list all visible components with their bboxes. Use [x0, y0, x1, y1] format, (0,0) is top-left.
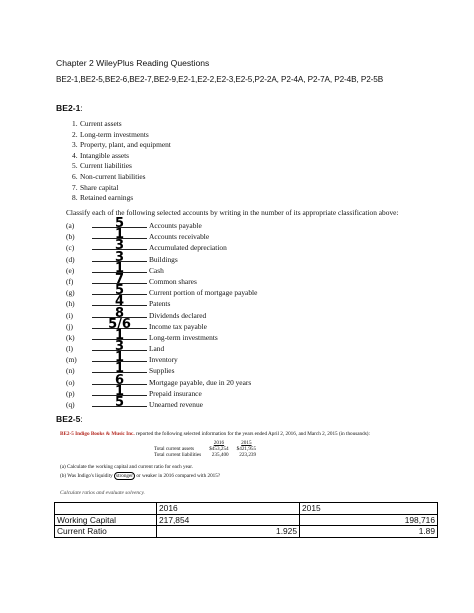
classification-item [62, 161, 171, 172]
classification-label: Current liabilities [80, 161, 132, 171]
financial-col-2016: 2016 [213, 440, 225, 446]
answer-table-cell: Working Capital [55, 514, 157, 526]
section-heading-colon: : [80, 103, 83, 113]
classification-item [62, 193, 171, 204]
classification-item [62, 119, 171, 130]
classification-number: 6. [72, 171, 78, 181]
classification-item [62, 183, 171, 194]
handwritten-answer: 5 [114, 395, 125, 410]
answer-letter: (i) [66, 310, 73, 320]
account-name: Dividends declared [149, 310, 207, 320]
classification-number: 7. [72, 182, 78, 192]
account-name: Buildings [149, 254, 178, 264]
answer-table [54, 502, 438, 538]
account-name: Supplies [149, 366, 175, 376]
answer-table-cell: Current Ratio [55, 526, 157, 538]
account-name: Accumulated depreciation [149, 243, 227, 253]
classification-label: Property, plant, and equipment [80, 140, 171, 150]
financial-row [150, 452, 260, 458]
account-name: Cash [149, 265, 164, 275]
account-name: Income tax payable [149, 321, 207, 331]
account-name: Land [149, 344, 165, 354]
answer-letter: (j) [66, 321, 73, 331]
classification-number: 4. [72, 150, 78, 160]
account-name: Accounts receivable [149, 232, 210, 242]
financial-label: Total current liabilities [154, 452, 202, 458]
account-name: Inventory [149, 355, 178, 365]
handwritten-answer: 1 [114, 383, 125, 399]
handwritten-answer: 5 [114, 283, 125, 299]
answer-blank[interactable] [92, 395, 147, 410]
classification-item [62, 151, 171, 162]
classification-label: Current assets [80, 119, 122, 128]
answer-table-row [55, 526, 438, 538]
handwritten-answer: 3 [114, 238, 125, 254]
handwritten-answer: 7 [114, 271, 125, 287]
classification-number: 1. [72, 119, 78, 128]
answer-letter: (g) [66, 288, 75, 298]
handwritten-answer: 3 [114, 339, 125, 355]
classification-label: Non-current liabilities [80, 171, 146, 181]
answer-table-row [55, 514, 438, 526]
answer-table-cell [55, 503, 157, 515]
classification-item [62, 140, 171, 151]
section-heading-be2-5 [56, 414, 83, 424]
answer-letter: (c) [66, 243, 75, 253]
classification-number: 5. [72, 161, 78, 171]
account-name: Mortgage payable, due in 20 years [149, 377, 252, 387]
answer-letter: (h) [66, 299, 75, 309]
handwritten-answer: 1 [114, 227, 125, 243]
page-title: Chapter 2 WileyPlus Reading Questions [56, 58, 210, 68]
classification-number: 3. [72, 140, 78, 150]
problem-id: BE2-5 Indigo Books & Music Inc. [60, 431, 135, 437]
classification-item [62, 130, 171, 141]
answer-letter: (o) [66, 377, 75, 387]
answer-table-cell: 2016 [157, 503, 300, 515]
answer-row [66, 395, 257, 410]
question-a: (a) Calculate the working capital and current ratio for each year. [60, 464, 193, 470]
financial-value: 223,239 [239, 452, 257, 458]
question-b [60, 473, 220, 479]
handwritten-answer: 1 [114, 361, 125, 377]
financial-label: Total current assets [154, 446, 194, 452]
account-name: Unearned revenue [149, 400, 203, 409]
financial-data-table [150, 440, 260, 458]
section-heading-label: BE2-5 [56, 414, 81, 424]
financial-value: 235,400 [211, 452, 229, 458]
section-heading-label: BE2-1 [56, 103, 81, 113]
calculation-note: Calculate ratios and evaluate solvency. [60, 490, 145, 496]
answer-letter: (p) [66, 388, 75, 398]
classification-label: Intangible assets [80, 150, 130, 160]
handwritten-answer: 1 [114, 260, 125, 276]
account-name: Long-term investments [149, 332, 218, 342]
classification-number: 8. [72, 193, 78, 203]
classification-label: Retained earnings [80, 193, 134, 203]
handwritten-answer: 5/6 [108, 316, 131, 332]
answer-table-cell: 1.89 [300, 526, 438, 538]
answer-table-cell: 198,716 [300, 514, 438, 526]
account-name: Prepaid insurance [149, 388, 202, 398]
handwritten-answer: 5 [114, 216, 125, 231]
handwritten-answer: 6 [114, 372, 125, 388]
account-name: Common shares [149, 276, 197, 286]
answer-letter: (m) [66, 355, 77, 365]
answer-letter: (b) [66, 232, 75, 242]
problem-statement [60, 431, 440, 438]
financial-value: $421,955 [236, 446, 257, 452]
answer-letter: (k) [66, 332, 75, 342]
financial-value: $453,254 [209, 446, 229, 452]
question-b-end: or weaker in 2016 compared with 2015? [135, 473, 221, 479]
classification-list [62, 119, 171, 204]
answer-letter: (e) [66, 265, 75, 275]
financial-col-2015: 2015 [241, 440, 252, 446]
answer-blank[interactable] [92, 294, 147, 310]
answer-letter: (a) [66, 221, 75, 230]
answer-letter: (d) [66, 254, 75, 264]
handwritten-answer: 1 [114, 350, 125, 366]
handwritten-answer: 1 [114, 327, 125, 343]
problem-text: reported the following selected information for the years ended April 2, 2016, and March 2, 2015 (in thousands): [134, 431, 370, 437]
section-heading-colon: : [80, 414, 83, 424]
answer-letter: (l) [66, 344, 73, 354]
answer-table-cell: 1.925 [157, 526, 300, 538]
answer-letter: (f) [66, 276, 74, 286]
answer-table-cell: 2015 [300, 503, 438, 515]
handwritten-answer: 4 [114, 294, 125, 310]
answer-table-cell: 217,854 [157, 514, 300, 526]
circled-answer: stronger [116, 473, 134, 479]
instructions: Classify each of the following selected accounts by writing in the number of its appropriate classification above: [66, 208, 399, 217]
classification-item [62, 172, 171, 183]
classification-label: Long-term investments [80, 129, 149, 139]
handwritten-answer: 8 [114, 305, 125, 321]
account-name: Current portion of mortgage payable [149, 288, 258, 298]
answer-letter: (q) [66, 400, 75, 409]
answer-list [66, 216, 258, 410]
exercise-list: BE2-1,BE2-5,BE2-6,BE2-7,BE2-9,E2-1,E2-2,E2-3,E2-5,P2-2A, P2-4A, P2-7A, P2-4B, P2-5B [56, 75, 384, 84]
answer-letter: (n) [66, 366, 75, 376]
account-name: Accounts payable [149, 221, 202, 230]
classification-label: Share capital [80, 182, 119, 192]
section-heading-be2-1 [56, 103, 83, 113]
classification-number: 2. [72, 129, 78, 139]
question-b-start: (b) Was Indigo's liquidity [60, 473, 115, 479]
handwritten-answer: 3 [114, 249, 125, 265]
answer-table-header [55, 503, 438, 515]
account-name: Patents [149, 299, 171, 309]
